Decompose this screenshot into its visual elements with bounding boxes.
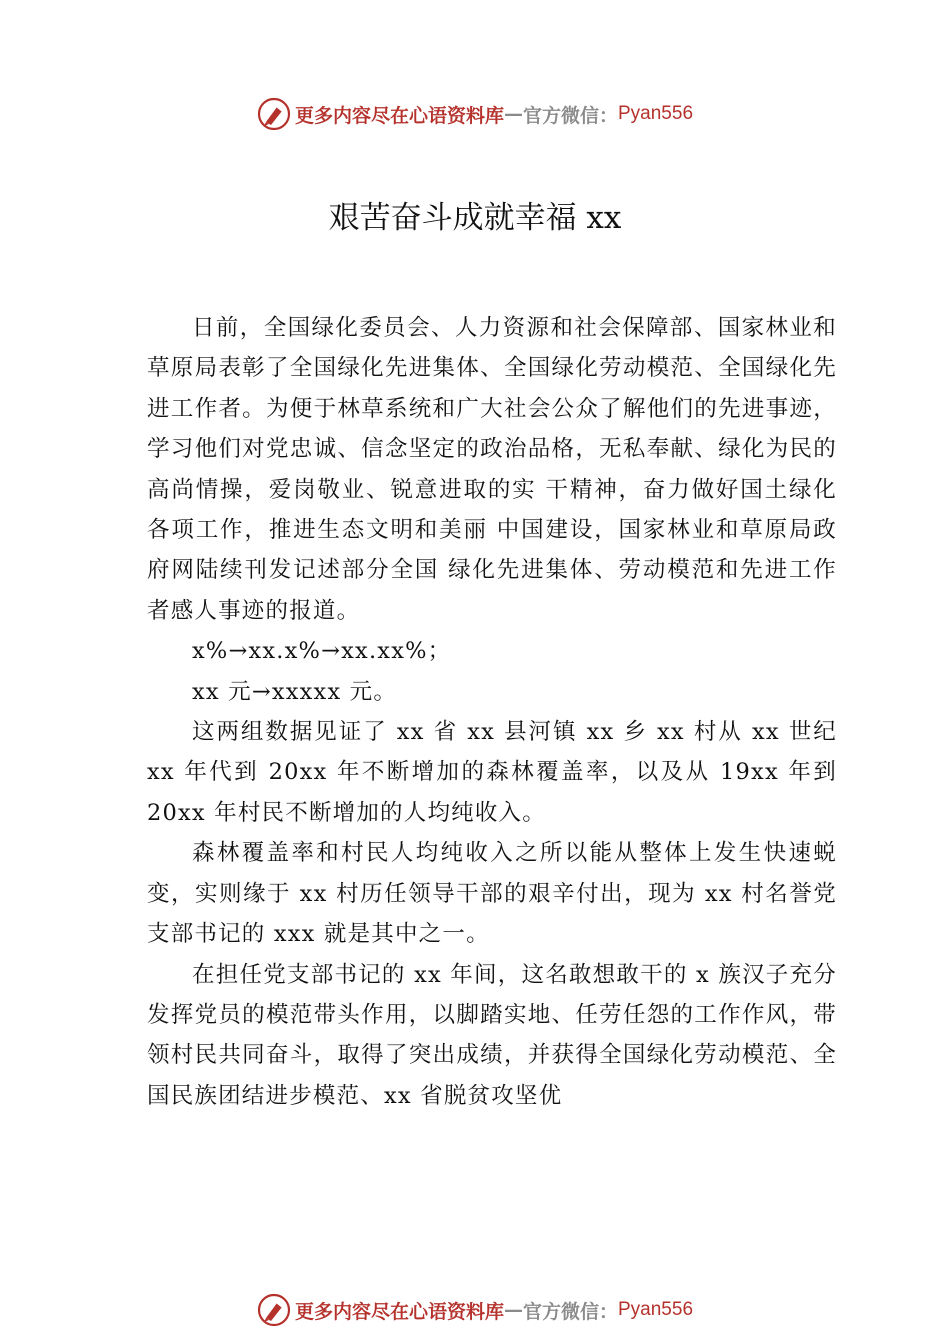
paragraph: 在担任党支部书记的 xx 年间，这名敢想敢干的 x 族汉子充分发挥党员的模范带头作用，以脚踏实地、任劳任怨的工作作风，带领村民共同奋斗，取得了突出成绩，并获得全国绿化劳动模范、全国民族团结进步模范、xx 省脱贫攻坚优 <box>147 961 837 1109</box>
paragraph: x%→xx.x%→xx.xx%； <box>192 638 452 665</box>
footer-banner <box>0 1290 950 1330</box>
paragraph: 森林覆盖率和村民人均纯收入之所以能从整体上发生快速蜕变，实则缘于 xx 村历任领导干部的艰辛付出，现为 xx 村名誉党支部书记的 xxx 就是其中之一。 <box>147 840 837 948</box>
paragraph: xx 元→xxxxx 元。 <box>192 678 398 705</box>
paragraph: 这两组数据见证了 xx 省 xx 县河镇 xx 乡 xx 村从 xx 世纪 xx 年代到 20xx 年不断增加的森林覆盖率，以及从 19xx 年到 20xx 年村民不断增加的人均纯收入。 <box>147 719 837 826</box>
paragraph: 日前，全国绿化委员会、人力资源和社会保障部、国家林业和草原局表彰了全国绿化先进集体、全国绿化劳动模范、全国绿化先进工作者。为便于林草系统和广大社会公众了解他们的先进事迹，学习他们对党忠诚、信念坚定的政治品格，无私奉献、绿化为民的高尚情操，爱岗敬业、锐意进取的实 干精神，奋力做好国土绿化各项工作，推进生态文明和美丽 中国建设，国家林业和草原局政府网陆续刊发记述部分全国 绿化先进集体、劳动模范和先进工作者感人事迹的报道。 <box>147 315 837 624</box>
document-body <box>147 308 837 1116</box>
banner-wechat-id: Pyan556 <box>618 1299 694 1320</box>
pen-nib-logo-icon <box>257 1293 291 1327</box>
banner-dash: — <box>503 1299 523 1321</box>
document-title: 艰苦奋斗成就幸福 xx <box>328 200 622 236</box>
banner-slogan: 更多内容尽在心语资料库 <box>294 104 504 127</box>
banner-dash: — <box>503 103 523 125</box>
banner-wechat-id: Pyan556 <box>618 103 694 124</box>
header-banner <box>0 94 950 134</box>
pen-nib-logo-icon <box>257 97 291 131</box>
banner-wechat-label: 官方微信： <box>522 1300 618 1323</box>
banner-wechat-label: 官方微信： <box>522 104 618 127</box>
banner-slogan: 更多内容尽在心语资料库 <box>294 1300 504 1323</box>
